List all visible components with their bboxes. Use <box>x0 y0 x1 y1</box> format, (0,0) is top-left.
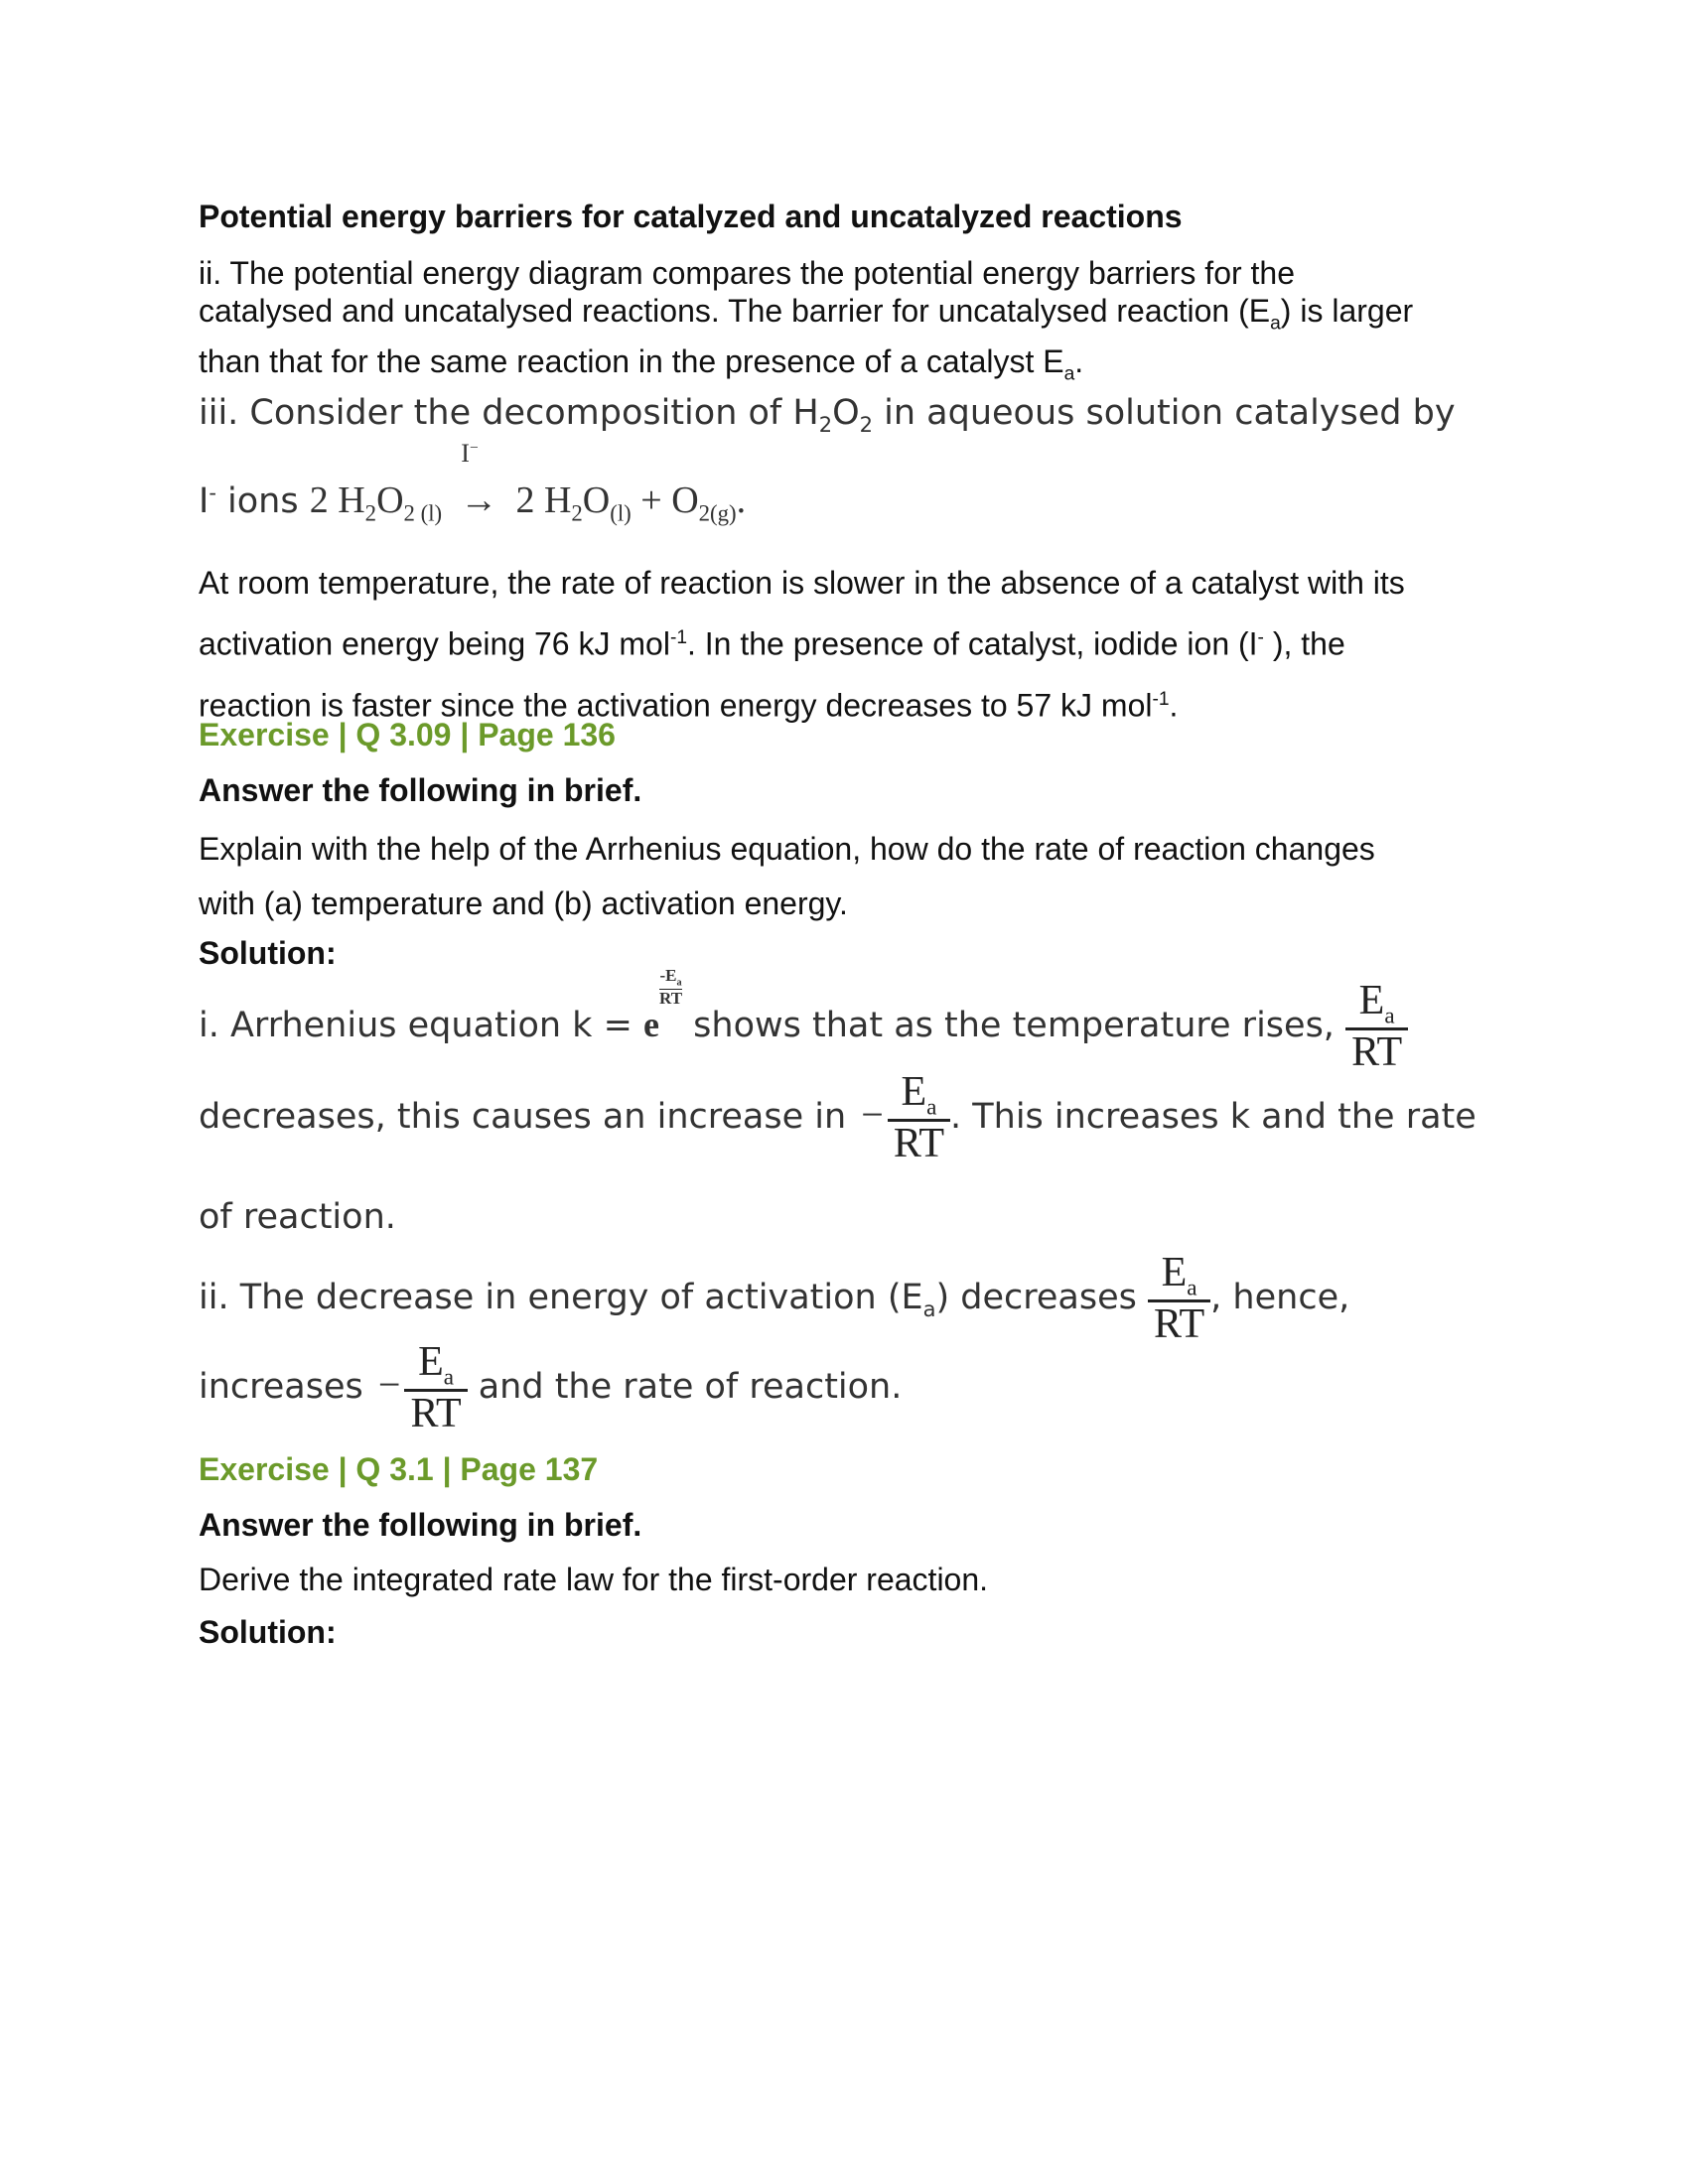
para-ii-line1: ii. The potential energy diagram compares the potential energy barriers for the <box>199 255 1296 291</box>
question-line2: with (a) temperature and (b) activation energy. <box>199 886 848 921</box>
exponent-fraction <box>659 967 682 1007</box>
subscript: 2 <box>571 500 583 526</box>
subscript: 2 (l) <box>403 500 443 526</box>
text-run: activation energy being 76 kJ mol <box>199 625 670 662</box>
question-text: Derive the integrated rate law for the first-order reaction. <box>199 1562 989 1597</box>
instruction-heading: Answer the following in brief. <box>199 1507 642 1543</box>
superscript: -1 <box>669 627 687 648</box>
arrow-glyph: → <box>460 479 498 521</box>
text-run: ii. The decrease in energy of activation (E <box>199 1277 923 1317</box>
text-run: and the rate of reaction. <box>467 1366 903 1407</box>
text-run: 2 H <box>515 479 572 521</box>
text-run: -E <box>659 966 677 985</box>
text-run: O <box>582 479 611 521</box>
fraction-ea-rt <box>888 1070 950 1165</box>
text-run: ions <box>215 481 310 521</box>
denominator: RT <box>410 1390 462 1436</box>
paragraph-room-temp <box>199 556 1405 733</box>
para-iii-line1 <box>199 393 1456 437</box>
text-run: E <box>418 1339 444 1385</box>
solution-label: Solution: <box>199 1614 337 1650</box>
subscript: a <box>926 1093 937 1120</box>
text-run: E <box>1161 1250 1188 1296</box>
text-run: shows that as the temperature rises, <box>682 1005 1346 1045</box>
solution-i-line3: of reaction. <box>199 1197 396 1237</box>
subscript: a <box>1384 1002 1395 1028</box>
subscript: 2 <box>859 413 873 437</box>
iodide-ion: I <box>199 481 210 521</box>
equation-lhs <box>309 479 443 526</box>
subscript: 2(g) <box>698 500 737 526</box>
text-run: reaction is faster since the activation energy decreases to 57 kJ mol <box>199 687 1153 724</box>
superscript: - <box>1257 627 1264 648</box>
para-ii-line3 <box>199 342 1413 393</box>
superscript: -1 <box>1152 688 1170 710</box>
text-run: I <box>461 439 470 468</box>
subscript: a <box>1187 1274 1197 1300</box>
exp-numerator <box>659 967 682 990</box>
exercise-link-q3-09[interactable]: Exercise | Q 3.09 | Page 136 <box>199 717 616 752</box>
text-run: than that for the same reaction in the presence of a catalyst E <box>199 343 1064 380</box>
text-run: . In the presence of catalyst, iodide ion (I <box>687 625 1258 662</box>
question-text <box>199 822 1375 931</box>
exp-denominator: RT <box>659 988 683 1008</box>
paragraph-ii <box>199 254 1413 394</box>
solution-label: Solution: <box>199 935 337 971</box>
fraction-ea-rt <box>1148 1251 1210 1346</box>
solution-ii-line1 <box>199 1251 1349 1346</box>
text-run: ) decreases <box>935 1277 1149 1317</box>
question-line1: Explain with the help of the Arrhenius equation, how do the rate of reaction changes <box>199 831 1375 867</box>
solution-i-line1 <box>199 966 1408 1075</box>
text-run: ), the <box>1263 625 1345 662</box>
fraction-ea-rt <box>1345 979 1408 1074</box>
text-run: decreases, this causes an increase in <box>199 1096 858 1137</box>
denominator: RT <box>1154 1300 1205 1347</box>
text-run: , hence, <box>1210 1277 1350 1317</box>
numerator <box>1148 1251 1210 1302</box>
numerator <box>888 1070 950 1122</box>
room-temp-line2 <box>199 611 1405 672</box>
catalyst-label <box>461 439 478 469</box>
subscript: 2 <box>818 413 833 437</box>
superscript: − <box>469 439 479 457</box>
text-run: catalysed and uncatalysed reactions. The barrier for uncatalysed reaction (E <box>199 293 1271 329</box>
subscript: a <box>1270 313 1281 335</box>
text-run: O <box>376 479 404 521</box>
subscript: a <box>676 977 682 989</box>
exercise-link-q3-1[interactable]: Exercise | Q 3.1 | Page 137 <box>199 1451 599 1487</box>
e-constant: e <box>643 1004 660 1044</box>
text-run: in aqueous solution catalysed by <box>873 393 1456 433</box>
subscript: a <box>1063 363 1075 385</box>
text-run: E <box>901 1069 927 1115</box>
subscript: (l) <box>610 500 632 526</box>
text-run: . <box>736 479 747 521</box>
reaction-equation <box>199 439 747 527</box>
text-run: i. Arrhenius equation k = <box>199 1005 644 1045</box>
text-run: . <box>1169 687 1179 724</box>
minus-sign: − <box>861 1091 884 1137</box>
text-run: 2 H <box>309 479 365 521</box>
equation-rhs <box>515 479 747 526</box>
fraction-ea-rt <box>404 1340 467 1435</box>
text-run: . This increases k and the rate <box>950 1096 1477 1137</box>
subscript: 2 <box>364 500 377 526</box>
room-temp-line1: At room temperature, the rate of reaction is slower in the absence of a catalyst with its <box>199 565 1405 601</box>
text-run: increases <box>199 1366 374 1407</box>
section-heading: Potential energy barriers for catalyzed and uncatalyzed reactions <box>199 199 1183 234</box>
text-run: . <box>1074 343 1084 380</box>
instruction-heading: Answer the following in brief. <box>199 772 642 808</box>
text-run: O <box>832 393 860 433</box>
text-run: + O <box>631 479 699 521</box>
denominator: RT <box>1351 1028 1403 1075</box>
text-run: iii. Consider the decomposition of H <box>199 393 819 433</box>
para-ii-line2 <box>199 292 1413 342</box>
numerator <box>1345 979 1408 1030</box>
subscript: a <box>443 1363 454 1390</box>
solution-ii-line2 <box>199 1340 902 1435</box>
text-run: E <box>1358 978 1385 1024</box>
reaction-arrow <box>453 439 504 522</box>
numerator <box>404 1340 467 1392</box>
denominator: RT <box>893 1120 944 1166</box>
subscript: a <box>922 1297 936 1321</box>
text-run: ) is larger <box>1280 293 1414 329</box>
solution-i-line2 <box>199 1070 1477 1165</box>
superscript: - <box>209 480 216 505</box>
minus-sign: − <box>377 1361 401 1407</box>
